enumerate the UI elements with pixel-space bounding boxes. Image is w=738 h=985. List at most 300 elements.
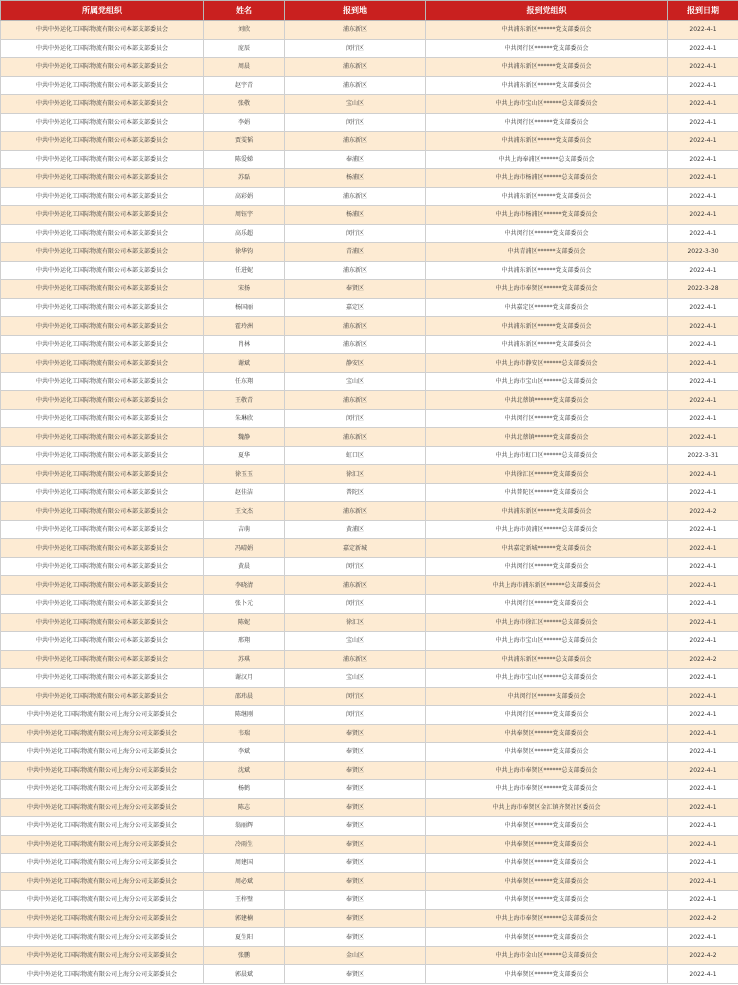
cell-report-location: 奉贤区 xyxy=(285,891,426,910)
cell-party-org: 中共中外运化工国际物流有限公司本部支部委员会 xyxy=(1,650,204,669)
cell-name: 陈妮 xyxy=(204,613,285,632)
cell-party-org: 中共中外运化工国际物流有限公司上海分公司支部委员会 xyxy=(1,946,204,965)
cell-report-location: 奉贤区 xyxy=(285,817,426,836)
cell-report-party-org: 中共上海市金山区******总支部委员会 xyxy=(426,946,668,965)
cell-report-date: 2022-4-1 xyxy=(668,58,738,77)
table-row xyxy=(1,946,738,965)
cell-report-location: 闵行区 xyxy=(285,113,426,132)
cell-report-location: 青浦区 xyxy=(285,243,426,262)
cell-report-location: 浦东新区 xyxy=(285,650,426,669)
cell-name: 庞辰 xyxy=(204,39,285,58)
cell-party-org: 中共中外运化工国际物流有限公司本部支部委员会 xyxy=(1,632,204,651)
cell-report-party-org: 中共上海市宝山区******总支部委员会 xyxy=(426,669,668,688)
cell-party-org: 中共中外运化工国际物流有限公司本部支部委员会 xyxy=(1,483,204,502)
cell-name: 肖林 xyxy=(204,335,285,354)
cell-report-date: 2022-4-1 xyxy=(668,261,738,280)
table-row xyxy=(1,298,738,317)
cell-report-party-org: 中共上海奉浦区******总支部委员会 xyxy=(426,150,668,169)
cell-party-org: 中共中外运化工国际物流有限公司上海分公司支部委员会 xyxy=(1,909,204,928)
cell-report-date: 2022-4-1 xyxy=(668,520,738,539)
cell-name: 吉萌 xyxy=(204,520,285,539)
cell-party-org: 中共中外运化工国际物流有限公司本部支部委员会 xyxy=(1,298,204,317)
cell-report-date: 2022-4-1 xyxy=(668,928,738,947)
cell-name: 夏华 xyxy=(204,446,285,465)
cell-report-date: 2022-4-2 xyxy=(668,946,738,965)
cell-party-org: 中共中外运化工国际物流有限公司本部支部委员会 xyxy=(1,95,204,114)
cell-report-location: 浦东新区 xyxy=(285,391,426,410)
cell-report-date: 2022-4-1 xyxy=(668,335,738,354)
cell-report-date: 2022-4-1 xyxy=(668,539,738,558)
cell-report-party-org: 中共奉贤区******党支部委员会 xyxy=(426,928,668,947)
cell-report-date: 2022-4-1 xyxy=(668,594,738,613)
table-row xyxy=(1,317,738,336)
cell-name: 王敬青 xyxy=(204,391,285,410)
cell-name: 赵佳洁 xyxy=(204,483,285,502)
cell-report-party-org: 中共嘉定新城******党支部委员会 xyxy=(426,539,668,558)
table-row xyxy=(1,206,738,225)
cell-report-location: 奉贤区 xyxy=(285,761,426,780)
cell-party-org: 中共中外运化工国际物流有限公司本部支部委员会 xyxy=(1,206,204,225)
cell-report-party-org: 中共普陀区******党支部委员会 xyxy=(426,483,668,502)
cell-report-date: 2022-4-2 xyxy=(668,909,738,928)
cell-report-party-org: 中共闵行区******支部委员会 xyxy=(426,687,668,706)
cell-report-party-org: 中共闵行区******党支部委员会 xyxy=(426,706,668,725)
cell-report-location: 浦东新区 xyxy=(285,21,426,40)
cell-name: 苏磊 xyxy=(204,169,285,188)
table-row xyxy=(1,150,738,169)
cell-report-date: 2022-3-28 xyxy=(668,280,738,299)
table-row xyxy=(1,520,738,539)
cell-report-location: 浦东新区 xyxy=(285,428,426,447)
table-row xyxy=(1,872,738,891)
table-row xyxy=(1,113,738,132)
cell-party-org: 中共中外运化工国际物流有限公司本部支部委员会 xyxy=(1,669,204,688)
cell-report-party-org: 中共闵行区******党支部委员会 xyxy=(426,39,668,58)
cell-report-location: 浦东新区 xyxy=(285,502,426,521)
cell-party-org: 中共中外运化工国际物流有限公司上海分公司支部委员会 xyxy=(1,854,204,873)
cell-party-org: 中共中外运化工国际物流有限公司上海分公司支部委员会 xyxy=(1,928,204,947)
cell-party-org: 中共中外运化工国际物流有限公司上海分公司支部委员会 xyxy=(1,761,204,780)
cell-report-party-org: 中共奉贤区******党支部委员会 xyxy=(426,817,668,836)
cell-report-location: 嘉定新城 xyxy=(285,539,426,558)
cell-report-date: 2022-4-1 xyxy=(668,465,738,484)
cell-name: 李娟 xyxy=(204,113,285,132)
cell-report-party-org: 中共北蔡镇******党支部委员会 xyxy=(426,391,668,410)
cell-report-date: 2022-4-1 xyxy=(668,817,738,836)
cell-report-date: 2022-4-1 xyxy=(668,687,738,706)
cell-party-org: 中共中外运化工国际物流有限公司上海分公司支部委员会 xyxy=(1,965,204,984)
cell-report-location: 徐汇区 xyxy=(285,465,426,484)
table-row xyxy=(1,409,738,428)
cell-name: 李斌 xyxy=(204,743,285,762)
cell-report-party-org: 中共浦东新区******党支部委员会 xyxy=(426,21,668,40)
table-row xyxy=(1,706,738,725)
cell-report-party-org: 中共上海市徐汇区******总支部委员会 xyxy=(426,613,668,632)
table-row xyxy=(1,650,738,669)
cell-report-party-org: 中共闵行区******党支部委员会 xyxy=(426,594,668,613)
cell-report-location: 奉贤区 xyxy=(285,909,426,928)
table-header xyxy=(1,1,738,21)
cell-report-party-org: 中共上海市奉贤区******总支部委员会 xyxy=(426,761,668,780)
cell-party-org: 中共中外运化工国际物流有限公司上海分公司支部委员会 xyxy=(1,891,204,910)
table-row xyxy=(1,594,738,613)
cell-party-org: 中共中外运化工国际物流有限公司本部支部委员会 xyxy=(1,280,204,299)
cell-report-date: 2022-4-1 xyxy=(668,669,738,688)
cell-party-org: 中共中外运化工国际物流有限公司本部支部委员会 xyxy=(1,150,204,169)
cell-name: 冷雨生 xyxy=(204,835,285,854)
cell-report-date: 2022-4-2 xyxy=(668,650,738,669)
header-report-party-org: 报到党组织 xyxy=(426,1,668,21)
cell-report-location: 奉贤区 xyxy=(285,965,426,984)
cell-report-date: 2022-4-1 xyxy=(668,391,738,410)
cell-report-location: 宝山区 xyxy=(285,669,426,688)
cell-report-date: 2022-4-1 xyxy=(668,780,738,799)
cell-report-party-org: 中共奉贤区******党支部委员会 xyxy=(426,891,668,910)
table-row xyxy=(1,687,738,706)
table-row xyxy=(1,261,738,280)
cell-report-location: 闵行区 xyxy=(285,687,426,706)
cell-name: 韦瑞 xyxy=(204,724,285,743)
cell-name: 沈斌 xyxy=(204,761,285,780)
cell-report-party-org: 中共上海市虹口区******总支部委员会 xyxy=(426,446,668,465)
cell-name: 徐华钧 xyxy=(204,243,285,262)
cell-report-date: 2022-4-1 xyxy=(668,576,738,595)
table-row xyxy=(1,817,738,836)
cell-party-org: 中共中外运化工国际物流有限公司上海分公司支部委员会 xyxy=(1,872,204,891)
cell-report-party-org: 中共奉贤区******党支部委员会 xyxy=(426,872,668,891)
cell-name: 黄晨 xyxy=(204,557,285,576)
cell-report-location: 浦东新区 xyxy=(285,132,426,151)
cell-party-org: 中共中外运化工国际物流有限公司本部支部委员会 xyxy=(1,317,204,336)
cell-report-location: 奉浦区 xyxy=(285,150,426,169)
cell-party-org: 中共中外运化工国际物流有限公司本部支部委员会 xyxy=(1,187,204,206)
table-row xyxy=(1,428,738,447)
table-row xyxy=(1,95,738,114)
cell-report-party-org: 中共奉贤区******党支部委员会 xyxy=(426,965,668,984)
cell-party-org: 中共中外运化工国际物流有限公司本部支部委员会 xyxy=(1,372,204,391)
cell-report-location: 浦东新区 xyxy=(285,576,426,595)
cell-report-date: 2022-4-1 xyxy=(668,798,738,817)
cell-party-org: 中共中外运化工国际物流有限公司本部支部委员会 xyxy=(1,576,204,595)
table-row xyxy=(1,669,738,688)
header-row xyxy=(1,1,738,21)
cell-report-date: 2022-4-1 xyxy=(668,354,738,373)
cell-name: 王梓璧 xyxy=(204,891,285,910)
cell-report-location: 奉贤区 xyxy=(285,835,426,854)
table-row xyxy=(1,909,738,928)
cell-report-date: 2022-4-1 xyxy=(668,835,738,854)
cell-name: 张卜元 xyxy=(204,594,285,613)
cell-name: 李晓清 xyxy=(204,576,285,595)
cell-report-location: 奉贤区 xyxy=(285,780,426,799)
table-row xyxy=(1,891,738,910)
cell-report-party-org: 中共青浦区******支部委员会 xyxy=(426,243,668,262)
cell-name: 翁丽辉 xyxy=(204,817,285,836)
cell-report-date: 2022-4-1 xyxy=(668,298,738,317)
cell-report-location: 杨浦区 xyxy=(285,169,426,188)
cell-report-location: 浦东新区 xyxy=(285,187,426,206)
cell-report-date: 2022-4-1 xyxy=(668,891,738,910)
cell-name: 冯晴娟 xyxy=(204,539,285,558)
cell-party-org: 中共中外运化工国际物流有限公司本部支部委员会 xyxy=(1,594,204,613)
table-row xyxy=(1,335,738,354)
cell-report-location: 宝山区 xyxy=(285,95,426,114)
cell-report-date: 2022-4-1 xyxy=(668,409,738,428)
cell-name: 徐玉玉 xyxy=(204,465,285,484)
cell-report-date: 2022-3-30 xyxy=(668,243,738,262)
cell-report-date: 2022-4-1 xyxy=(668,743,738,762)
cell-report-location: 浦东新区 xyxy=(285,261,426,280)
cell-report-party-org: 中共浦东新区******党支部委员会 xyxy=(426,132,668,151)
cell-report-party-org: 中共浦东新区******党支部委员会 xyxy=(426,261,668,280)
cell-report-party-org: 中共上海市宝山区******总支部委员会 xyxy=(426,632,668,651)
cell-report-date: 2022-4-1 xyxy=(668,39,738,58)
cell-report-location: 浦东新区 xyxy=(285,335,426,354)
cell-party-org: 中共中外运化工国际物流有限公司本部支部委员会 xyxy=(1,446,204,465)
cell-party-org: 中共中外运化工国际物流有限公司本部支部委员会 xyxy=(1,687,204,706)
cell-report-date: 2022-4-1 xyxy=(668,187,738,206)
cell-report-location: 闵行区 xyxy=(285,557,426,576)
cell-report-date: 2022-4-1 xyxy=(668,113,738,132)
cell-report-date: 2022-4-1 xyxy=(668,132,738,151)
table-row xyxy=(1,557,738,576)
cell-party-org: 中共中外运化工国际物流有限公司本部支部委员会 xyxy=(1,335,204,354)
cell-party-org: 中共中外运化工国际物流有限公司本部支部委员会 xyxy=(1,354,204,373)
cell-name: 任东翔 xyxy=(204,372,285,391)
cell-report-party-org: 中共闵行区******党支部委员会 xyxy=(426,409,668,428)
cell-report-date: 2022-4-1 xyxy=(668,224,738,243)
cell-report-location: 闵行区 xyxy=(285,409,426,428)
table-row xyxy=(1,743,738,762)
table-row xyxy=(1,76,738,95)
cell-report-party-org: 中共上海市奉贤区******党支部委员会 xyxy=(426,780,668,799)
cell-report-location: 静安区 xyxy=(285,354,426,373)
header-party-org: 所属党组织 xyxy=(1,1,204,21)
cell-report-date: 2022-4-1 xyxy=(668,206,738,225)
cell-report-party-org: 中共上海市黄浦区******总支部委员会 xyxy=(426,520,668,539)
cell-party-org: 中共中外运化工国际物流有限公司上海分公司支部委员会 xyxy=(1,798,204,817)
table-row xyxy=(1,243,738,262)
table-row xyxy=(1,21,738,40)
header-name: 姓名 xyxy=(204,1,285,21)
cell-report-party-org: 中共北蔡镇******党支部委员会 xyxy=(426,428,668,447)
cell-report-date: 2022-4-1 xyxy=(668,483,738,502)
table-row xyxy=(1,761,738,780)
cell-name: 谢斌 xyxy=(204,354,285,373)
cell-name: 张鹏 xyxy=(204,946,285,965)
cell-report-party-org: 中共上海市宝山区******总支部委员会 xyxy=(426,372,668,391)
cell-party-org: 中共中外运化工国际物流有限公司本部支部委员会 xyxy=(1,409,204,428)
cell-report-location: 闵行区 xyxy=(285,39,426,58)
cell-report-date: 2022-4-1 xyxy=(668,95,738,114)
cell-name: 陈继刚 xyxy=(204,706,285,725)
cell-name: 宋扬 xyxy=(204,280,285,299)
table-row xyxy=(1,391,738,410)
cell-report-party-org: 中共奉贤区******党支部委员会 xyxy=(426,835,668,854)
cell-name: 周必斌 xyxy=(204,872,285,891)
table-row xyxy=(1,835,738,854)
cell-party-org: 中共中外运化工国际物流有限公司本部支部委员会 xyxy=(1,169,204,188)
cell-report-date: 2022-4-1 xyxy=(668,150,738,169)
cell-report-location: 浦东新区 xyxy=(285,58,426,77)
cell-party-org: 中共中外运化工国际物流有限公司本部支部委员会 xyxy=(1,428,204,447)
table-row xyxy=(1,928,738,947)
cell-report-party-org: 中共上海市杨浦区******党支部委员会 xyxy=(426,206,668,225)
table-row xyxy=(1,187,738,206)
cell-name: 任进妮 xyxy=(204,261,285,280)
cell-party-org: 中共中外运化工国际物流有限公司本部支部委员会 xyxy=(1,21,204,40)
table-row xyxy=(1,224,738,243)
cell-party-org: 中共中外运化工国际物流有限公司本部支部委员会 xyxy=(1,76,204,95)
cell-report-location: 徐汇区 xyxy=(285,613,426,632)
cell-party-org: 中共中外运化工国际物流有限公司上海分公司支部委员会 xyxy=(1,743,204,762)
cell-report-date: 2022-4-1 xyxy=(668,706,738,725)
cell-report-date: 2022-4-1 xyxy=(668,724,738,743)
cell-report-location: 浦东新区 xyxy=(285,76,426,95)
cell-report-party-org: 中共闵行区******党支部委员会 xyxy=(426,224,668,243)
cell-name: 邢翔 xyxy=(204,632,285,651)
cell-report-location: 闵行区 xyxy=(285,706,426,725)
table-row xyxy=(1,446,738,465)
cell-name: 陈爱娣 xyxy=(204,150,285,169)
cell-report-date: 2022-4-2 xyxy=(668,502,738,521)
cell-name: 赵宇青 xyxy=(204,76,285,95)
cell-report-location: 黄浦区 xyxy=(285,520,426,539)
table-row xyxy=(1,465,738,484)
cell-report-party-org: 中共浦东新区******党支部委员会 xyxy=(426,335,668,354)
table-row xyxy=(1,132,738,151)
cell-report-location: 宝山区 xyxy=(285,372,426,391)
cell-party-org: 中共中外运化工国际物流有限公司本部支部委员会 xyxy=(1,520,204,539)
table-row xyxy=(1,354,738,373)
cell-name: 贾雯韬 xyxy=(204,132,285,151)
cell-report-date: 2022-4-1 xyxy=(668,21,738,40)
table-row xyxy=(1,965,738,984)
cell-report-location: 奉贤区 xyxy=(285,724,426,743)
cell-party-org: 中共中外运化工国际物流有限公司本部支部委员会 xyxy=(1,502,204,521)
cell-name: 高彩娟 xyxy=(204,187,285,206)
cell-name: 邵玮晨 xyxy=(204,687,285,706)
table-row xyxy=(1,576,738,595)
cell-report-party-org: 中共嘉定区******党支部委员会 xyxy=(426,298,668,317)
cell-report-party-org: 中共奉贤区******党支部委员会 xyxy=(426,854,668,873)
cell-name: 张敬 xyxy=(204,95,285,114)
cell-party-org: 中共中外运化工国际物流有限公司本部支部委员会 xyxy=(1,261,204,280)
cell-report-location: 奉贤区 xyxy=(285,872,426,891)
cell-party-org: 中共中外运化工国际物流有限公司本部支部委员会 xyxy=(1,39,204,58)
cell-report-date: 2022-4-1 xyxy=(668,317,738,336)
cell-name: 苏琪 xyxy=(204,650,285,669)
cell-report-party-org: 中共浦东新区******党支部委员会 xyxy=(426,502,668,521)
table-body xyxy=(1,21,738,984)
cell-report-date: 2022-4-1 xyxy=(668,428,738,447)
cell-report-date: 2022-4-1 xyxy=(668,613,738,632)
table-row xyxy=(1,483,738,502)
cell-report-date: 2022-4-1 xyxy=(668,632,738,651)
cell-report-party-org: 中共闵行区******党支部委员会 xyxy=(426,113,668,132)
table-row xyxy=(1,613,738,632)
cell-report-location: 奉贤区 xyxy=(285,798,426,817)
cell-report-location: 奉贤区 xyxy=(285,854,426,873)
cell-report-party-org: 中共上海市奉贤区******党支部委员会 xyxy=(426,280,668,299)
cell-party-org: 中共中外运化工国际物流有限公司本部支部委员会 xyxy=(1,391,204,410)
cell-party-org: 中共中外运化工国际物流有限公司本部支部委员会 xyxy=(1,465,204,484)
table-row xyxy=(1,539,738,558)
cell-name: 刘欣 xyxy=(204,21,285,40)
cell-name: 陈志 xyxy=(204,798,285,817)
cell-report-party-org: 中共浦东新区******党支部委员会 xyxy=(426,76,668,95)
cell-party-org: 中共中外运化工国际物流有限公司本部支部委员会 xyxy=(1,58,204,77)
cell-party-org: 中共中外运化工国际物流有限公司上海分公司支部委员会 xyxy=(1,817,204,836)
cell-party-org: 中共中外运化工国际物流有限公司上海分公司支部委员会 xyxy=(1,706,204,725)
cell-report-party-org: 中共奉贤区******党支部委员会 xyxy=(426,724,668,743)
cell-report-location: 虹口区 xyxy=(285,446,426,465)
cell-report-party-org: 中共上海市宝山区******总支部委员会 xyxy=(426,95,668,114)
cell-name: 霍玲洲 xyxy=(204,317,285,336)
cell-report-party-org: 中共上海市奉贤区金汇镇齐贤社区委员会 xyxy=(426,798,668,817)
cell-report-party-org: 中共上海市奉贤区******总支部委员会 xyxy=(426,909,668,928)
cell-name: 王文杰 xyxy=(204,502,285,521)
cell-name: 周钰宇 xyxy=(204,206,285,225)
header-report-location: 报到地 xyxy=(285,1,426,21)
cell-report-location: 奉贤区 xyxy=(285,928,426,947)
cell-party-org: 中共中外运化工国际物流有限公司本部支部委员会 xyxy=(1,224,204,243)
table-row xyxy=(1,58,738,77)
cell-report-location: 宝山区 xyxy=(285,632,426,651)
cell-report-location: 嘉定区 xyxy=(285,298,426,317)
cell-report-location: 闵行区 xyxy=(285,224,426,243)
cell-report-date: 2022-4-1 xyxy=(668,872,738,891)
cell-party-org: 中共中外运化工国际物流有限公司本部支部委员会 xyxy=(1,113,204,132)
cell-report-date: 2022-4-1 xyxy=(668,169,738,188)
cell-party-org: 中共中外运化工国际物流有限公司上海分公司支部委员会 xyxy=(1,724,204,743)
cell-report-location: 奉贤区 xyxy=(285,743,426,762)
table-row xyxy=(1,169,738,188)
table-row xyxy=(1,39,738,58)
cell-report-party-org: 中共闵行区******党支部委员会 xyxy=(426,557,668,576)
table-row xyxy=(1,780,738,799)
table-row xyxy=(1,372,738,391)
cell-report-location: 金山区 xyxy=(285,946,426,965)
cell-report-party-org: 中共浦东新区******党支部委员会 xyxy=(426,317,668,336)
cell-report-party-org: 中共浦东新区******党支部委员会 xyxy=(426,187,668,206)
cell-name: 郭晨斌 xyxy=(204,965,285,984)
cell-report-location: 闵行区 xyxy=(285,594,426,613)
cell-report-date: 2022-4-1 xyxy=(668,76,738,95)
cell-report-location: 普陀区 xyxy=(285,483,426,502)
cell-party-org: 中共中外运化工国际物流有限公司上海分公司支部委员会 xyxy=(1,780,204,799)
cell-name: 魏静 xyxy=(204,428,285,447)
cell-name: 高乐超 xyxy=(204,224,285,243)
cell-report-date: 2022-4-1 xyxy=(668,761,738,780)
cell-name: 夏生阳 xyxy=(204,928,285,947)
cell-name: 朱琳欣 xyxy=(204,409,285,428)
cell-report-date: 2022-4-1 xyxy=(668,557,738,576)
cell-report-date: 2022-4-1 xyxy=(668,965,738,984)
cell-report-party-org: 中共上海市浦东新区******总支部委员会 xyxy=(426,576,668,595)
cell-name: 杨鹤 xyxy=(204,780,285,799)
cell-party-org: 中共中外运化工国际物流有限公司本部支部委员会 xyxy=(1,539,204,558)
cell-party-org: 中共中外运化工国际物流有限公司本部支部委员会 xyxy=(1,132,204,151)
cell-report-location: 杨浦区 xyxy=(285,206,426,225)
cell-name: 谢汉月 xyxy=(204,669,285,688)
table-row xyxy=(1,798,738,817)
cell-name: 杨国丽 xyxy=(204,298,285,317)
header-report-date: 报到日期 xyxy=(668,1,738,21)
cell-report-location: 浦东新区 xyxy=(285,317,426,336)
table-row xyxy=(1,724,738,743)
cell-report-party-org: 中共浦东新区******总支部委员会 xyxy=(426,650,668,669)
